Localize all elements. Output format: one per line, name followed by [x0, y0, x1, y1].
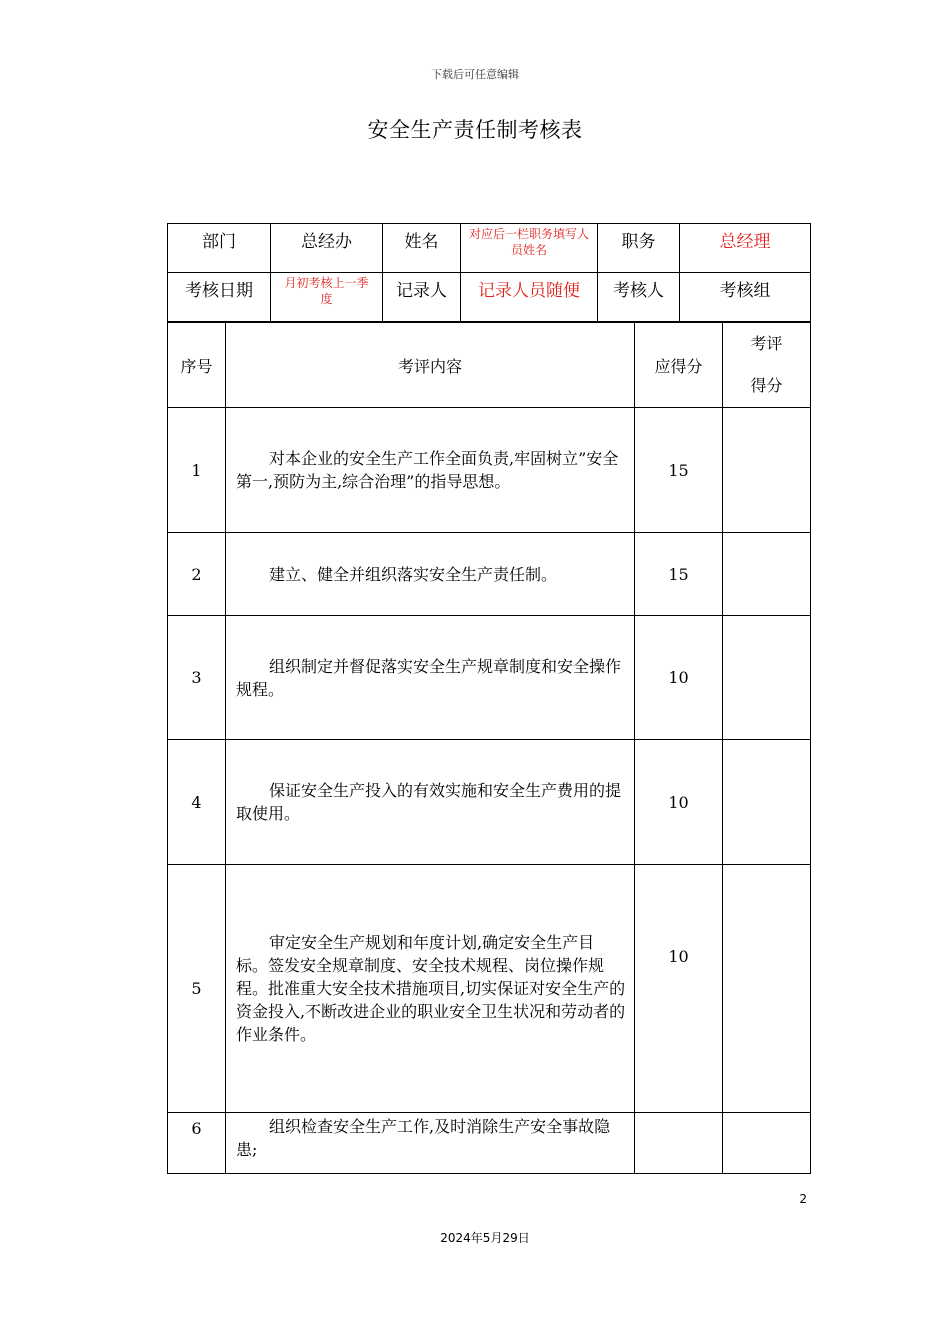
header-score-line1: 考评 — [750, 334, 783, 353]
row-content — [226, 740, 635, 865]
dept-label-cell — [168, 224, 271, 273]
row-content-text: 组织制定并督促落实安全生产规章制度和安全操作规程。 — [236, 656, 622, 699]
row-content-text: 建立、健全并组织落实安全生产责任制。 — [269, 564, 558, 584]
row-content — [226, 865, 635, 1113]
row-content — [226, 1113, 635, 1174]
name-label: 姓名 — [404, 232, 439, 252]
table-row — [168, 1113, 811, 1174]
header-content: 考评内容 — [226, 323, 635, 408]
row-seq: 1 — [168, 408, 226, 533]
assessor-label-cell — [598, 273, 680, 322]
date-value: 月初考核上一季度 — [284, 276, 369, 306]
dept-value: 总经办 — [301, 232, 352, 252]
recorder-label-cell — [383, 273, 461, 322]
position-label: 职务 — [621, 232, 656, 252]
recorder-value: 记录人员随便 — [478, 281, 580, 301]
row-content — [226, 408, 635, 533]
info-row-2 — [168, 273, 811, 322]
page-number: 2 — [799, 1192, 807, 1206]
dept-value-cell — [271, 224, 383, 273]
row-seq: 4 — [168, 740, 226, 865]
recorder-label: 记录人 — [396, 281, 447, 301]
dept-label: 部门 — [202, 232, 236, 252]
row-score — [723, 408, 811, 533]
header-seq: 序号 — [168, 323, 226, 408]
assessor-label: 考核人 — [613, 281, 664, 301]
position-label-cell — [598, 224, 680, 273]
assessor-value-cell — [680, 273, 811, 322]
table-row — [168, 616, 811, 740]
row-due: 15 — [635, 408, 723, 533]
row-seq: 3 — [168, 616, 226, 740]
recorder-value-cell — [461, 273, 598, 322]
date-label: 考核日期 — [185, 281, 253, 301]
table-row — [168, 408, 811, 533]
document-title: 安全生产责任制考核表 — [367, 118, 583, 142]
row-seq: 6 — [168, 1113, 226, 1174]
row-due — [635, 1113, 723, 1174]
row-due: 10 — [635, 740, 723, 865]
name-value-cell — [461, 224, 598, 273]
header-due: 应得分 — [635, 323, 723, 408]
date-value-cell — [271, 273, 383, 322]
table-row — [168, 740, 811, 865]
row-content-text: 审定安全生产规划和年度计划,确定安全生产目标。签发安全规章制度、安全技术规程、岗位操作规程。批准重大安全技术措施项目,切实保证对安全生产的资金投入,不断改进企业的职业安全卫生状况和劳动者的作业条件。 — [236, 933, 626, 1044]
header-score-line2: 得分 — [750, 376, 783, 395]
header-note: 下载后可任意编辑 — [431, 68, 519, 81]
row-content-text: 组织检查安全生产工作,及时消除生产安全事故隐患; — [236, 1117, 611, 1159]
row-score — [723, 740, 811, 865]
footer-date: 2024年5月29日 — [440, 1231, 530, 1245]
position-value-cell — [680, 224, 811, 273]
row-score — [723, 533, 811, 616]
row-content — [226, 616, 635, 740]
table-row — [168, 533, 811, 616]
row-content-text: 保证安全生产投入的有效实施和安全生产费用的提取使用。 — [236, 781, 622, 823]
row-due: 15 — [635, 533, 723, 616]
info-row-1 — [168, 224, 811, 273]
row-due: 10 — [635, 616, 723, 740]
position-value: 总经理 — [719, 232, 771, 252]
row-score — [723, 865, 811, 1113]
row-score — [723, 1113, 811, 1174]
date-label-cell — [168, 273, 271, 322]
row-due: 10 — [635, 865, 723, 1113]
assessment-table — [167, 322, 811, 1174]
assessor-value: 考核组 — [719, 281, 771, 301]
row-score — [723, 616, 811, 740]
header-score — [723, 323, 811, 408]
name-label-cell — [383, 224, 461, 273]
row-content — [226, 533, 635, 616]
table-row — [168, 865, 811, 1113]
row-seq: 2 — [168, 533, 226, 616]
table-header-row — [168, 323, 811, 408]
row-seq: 5 — [168, 865, 226, 1113]
row-content-text: 对本企业的安全生产工作全面负责,牢固树立”安全第一,预防为主,综合治理”的指导思想。 — [236, 449, 619, 491]
name-value: 对应后一栏职务填写人员姓名 — [468, 227, 589, 257]
info-table — [167, 223, 811, 322]
